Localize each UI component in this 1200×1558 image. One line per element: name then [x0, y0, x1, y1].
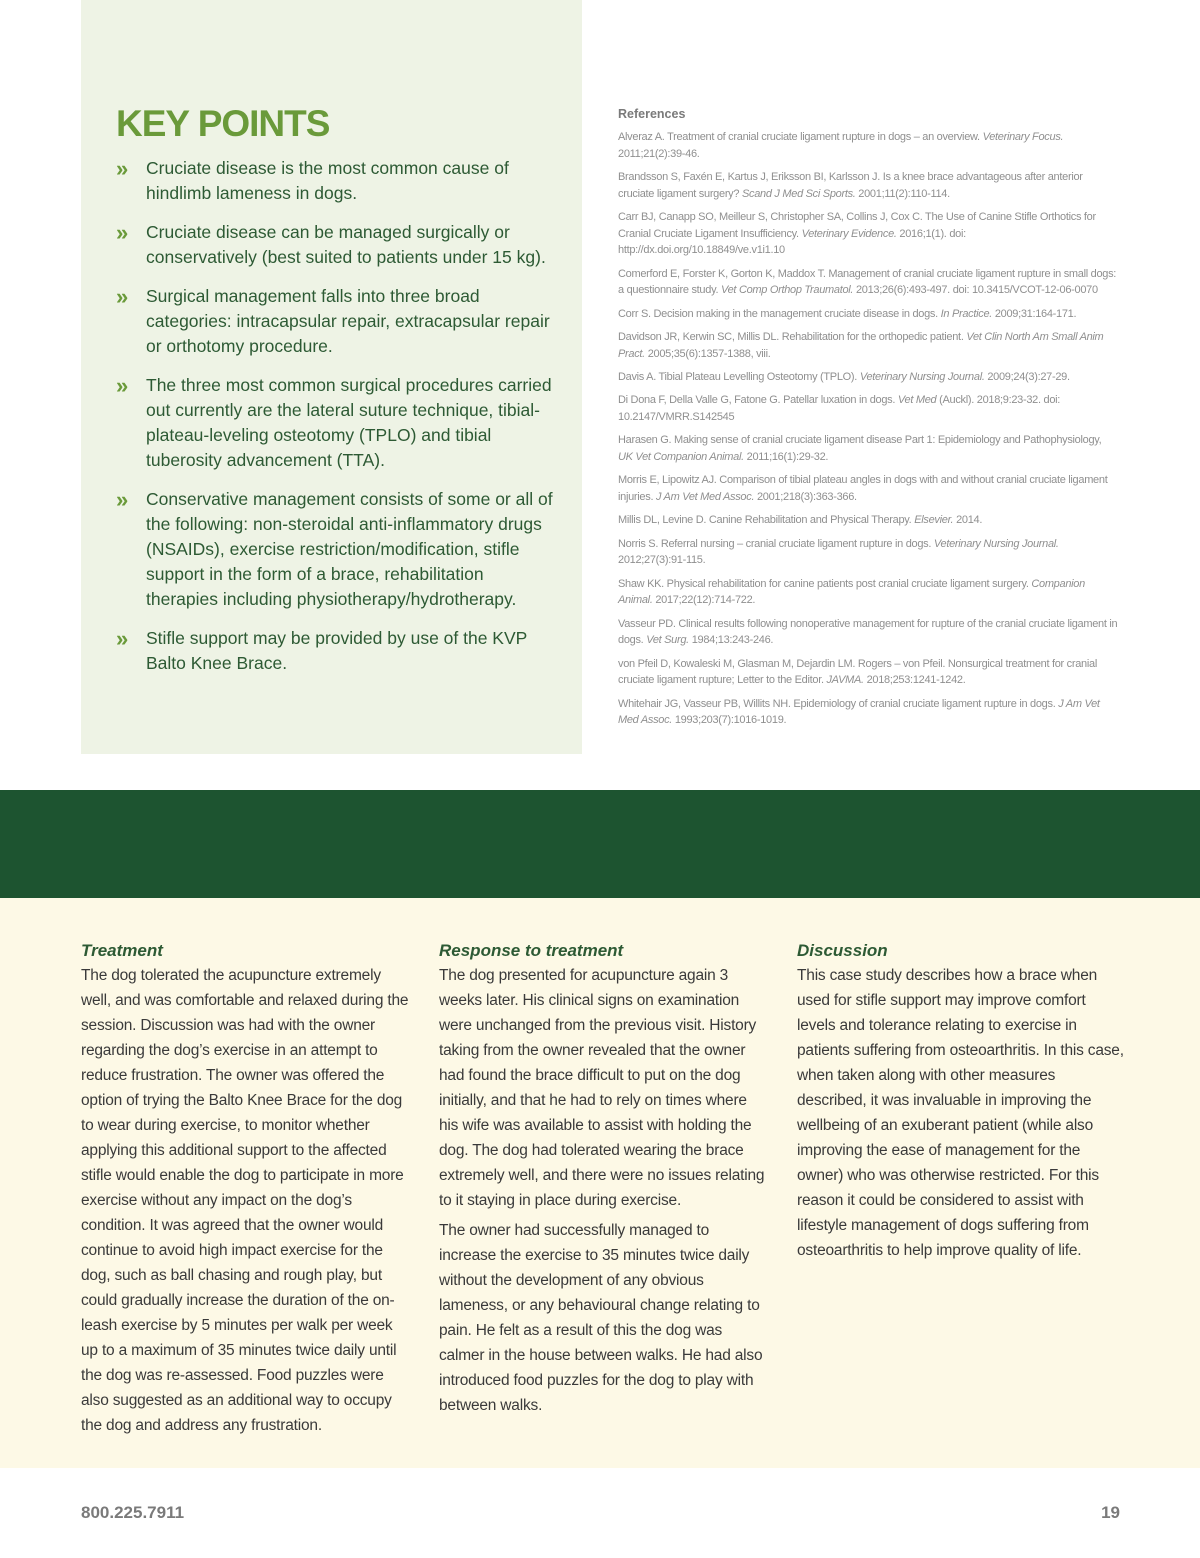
reference-text: Carr BJ, Canapp SO, Meilleur S, Christopher SA, Collins J, Cox C. The Use of Canine Stifle Orthotics for Cranial Cruciate Ligament Insufficiency. [618, 210, 1096, 240]
treatment-paragraph: The dog tolerated the acupuncture extremely well, and was comfortable and relaxed during the session. Discussion was had with the owner regarding the dog’s exercise in an attempt to reduce frustration. The owner was offered the option of trying the Balto Knee Brace for the dog to wear during exercise, to monitor whether applying this additional support to the affected stifle would enable the dog to participate in more exercise without any impact on the dog’s condition. It was agreed that the owner would continue to avoid high impact exercise for the dog, such as ball chasing and rough play, but could gradually increase the duration of the on-leash exercise by 5 minutes per walk per week up to a maximum of 35 minutes twice daily until the dog was re-assessed. Food puzzles were also suggested as an additional way to occupy the dog and address any frustration. [81, 967, 409, 1434]
reference-citation: 2001;11(2):110-114. [858, 187, 950, 200]
key-point-text: Surgical management falls into three broad categories: intracapsular repair, extracapsular repair or orthotomy procedure. [146, 286, 550, 356]
reference-text: Whitehair JG, Vasseur PB, Willits NH. Epidemiology of cranial cruciate ligament rupture in dogs. [618, 697, 1056, 710]
reference-journal: Vet Med [897, 394, 937, 407]
reference-item [618, 129, 1118, 162]
reference-journal: Veterinary Nursing Journal. [933, 537, 1059, 550]
chevron-right-icon: » [116, 220, 126, 245]
reference-text: Davis A. Tibial Plateau Levelling Osteotomy (TPLO). [618, 370, 858, 383]
reference-text: von Pfeil D, Kowaleski M, Glasman M, Dejardin LM. Rogers – von Pfeil. Nonsurgical treatment for cranial cruciate ligament rupture; Letter to the Editor. [618, 657, 1097, 687]
reference-item [618, 656, 1118, 689]
reference-item [618, 536, 1118, 569]
reference-text: Shaw KK. Physical rehabilitation for canine patients post cranial cruciate ligament surgery. [618, 577, 1029, 590]
reference-journal: UK Vet Companion Animal. [618, 450, 744, 463]
reference-item [618, 306, 1118, 323]
reference-journal: Vet Surg. [646, 634, 689, 647]
reference-text: Alveraz A. Treatment of cranial cruciate ligament rupture in dogs – an overview. [618, 131, 980, 143]
key-point-text: Cruciate disease can be managed surgically or conservatively (best suited to patients under 15 kg). [146, 222, 546, 267]
chevron-right-icon: » [116, 626, 126, 651]
reference-citation: 2018;253:1241-1242. [866, 674, 966, 687]
key-points-title: KEY POINTS [116, 103, 330, 144]
reference-item [618, 512, 1118, 529]
key-point-item [116, 373, 556, 473]
key-point-item [116, 284, 556, 359]
reference-citation: 2016;1(1). doi: http://dx.doi.org/10.18849/ve.v1i1.10 [618, 227, 966, 257]
reference-journal: In Practice. [940, 307, 993, 320]
reference-text: Di Dona F, Della Valle G, Fatone G. Patellar luxation in dogs. [618, 394, 896, 407]
reference-journal: J Am Vet Med Assoc. [655, 490, 755, 503]
treatment-heading: Treatment [81, 941, 163, 960]
discussion-paragraph: This case study describes how a brace when used for stifle support may improve comfort levels and tolerance relating to exercise in patients suffering from osteoarthritis. In this case, when taken along with other measures described, it was invaluable in improving the wellbeing of an exuberant patient (while also improving the ease of management for the owner) who was otherwise restricted. For this reason it could be considered to assist with lifestyle management of dogs suffering from osteoarthritis to help improve quality of life. [797, 967, 1124, 1259]
reference-journal: Veterinary Nursing Journal. [859, 370, 985, 383]
reference-item [618, 392, 1118, 425]
reference-citation: (Auckl). 2018;9:23-32. doi: 10.2147/VMRR.S142545 [618, 394, 1061, 423]
response-heading: Response to treatment [439, 941, 624, 960]
reference-journal: Elsevier. [914, 514, 954, 527]
reference-journal: Veterinary Focus. [982, 131, 1064, 143]
reference-item [618, 209, 1118, 259]
chevron-right-icon: » [116, 156, 126, 181]
reference-citation: 2009;31:164-171. [994, 307, 1077, 320]
reference-citation: 2001;218(3):363-366. [756, 490, 857, 503]
reference-journal: J Am Vet Med Assoc. [618, 697, 1100, 727]
references-heading: References [618, 107, 686, 121]
reference-citation: 1993;203(7):1016-1019. [674, 714, 787, 727]
reference-text: Vasseur PD. Clinical results following nonoperative management for rupture of the cranial cruciate ligament in dogs. [618, 617, 1118, 647]
reference-journal: Veterinary Evidence. [801, 227, 897, 240]
key-point-text: Stifle support may be provided by use of the KVP Balto Knee Brace. [146, 628, 528, 673]
reference-item [618, 266, 1118, 299]
key-point-item [116, 487, 556, 612]
response-column [439, 938, 769, 1418]
reference-item [618, 329, 1118, 362]
reference-journal: JAVMA. [826, 674, 864, 687]
reference-citation: 2017;22(12):714-722. [655, 594, 756, 607]
reference-journal: Vet Comp Orthop Traumatol. [720, 284, 854, 297]
reference-item [618, 369, 1118, 386]
key-point-item [116, 626, 556, 676]
reference-item [618, 576, 1118, 609]
discussion-column [797, 938, 1127, 1263]
reference-text: Harasen G. Making sense of cranial cruciate ligament disease Part 1: Epidemiology and Pathophysiology, [618, 434, 1102, 447]
chevron-right-icon: » [116, 284, 126, 309]
chevron-right-icon: » [116, 373, 126, 398]
response-paragraph: The owner had successfully managed to increase the exercise to 35 minutes twice daily without the development of any obvious lameness, or any behavioural change relating to pain. He felt as a result of this the dog was calmer in the house between walks. He had also introduced food puzzles for the dog to play with between walks. [439, 1222, 763, 1414]
discussion-heading: Discussion [797, 941, 888, 960]
reference-item [618, 169, 1118, 202]
references-list [618, 129, 1118, 729]
reference-journal: Scand J Med Sci Sports. [741, 187, 856, 200]
reference-citation: 2012;27(3):91-115. [618, 554, 706, 567]
key-point-text: The three most common surgical procedures carried out currently are the lateral suture technique, tibial-plateau-leveling osteotomy (TPLO) and tibial tuberosity advancement (TTA). [146, 375, 552, 470]
reference-citation: 2009;24(3):27-29. [987, 370, 1070, 383]
page-number: 19 [1101, 1503, 1120, 1522]
key-point-item [116, 220, 556, 270]
reference-journal: Companion Animal. [618, 577, 1085, 607]
reference-citation: 2005;35(6):1357-1388, viii. [647, 347, 771, 360]
key-points-list [116, 156, 556, 690]
reference-text: Norris S. Referral nursing – cranial cruciate ligament rupture in dogs. [618, 537, 932, 550]
reference-item [618, 472, 1118, 505]
reference-citation: 2011;16(1):29-32. [746, 450, 829, 463]
key-point-text: Conservative management consists of some or all of the following: non-steroidal anti-inflammatory drugs (NSAIDs), exercise restriction/modification, stifle support in the form of a brace, rehabilitation therapies including physiotherapy/hydrotherapy. [146, 489, 553, 609]
reference-text: Corr S. Decision making in the management cruciate disease in dogs. [618, 307, 938, 320]
reference-citation: 2013;26(6):493-497. doi: 10.3415/VCOT-12-06-0070 [855, 284, 1098, 297]
footer-phone-number: 800.225.7911 [81, 1503, 185, 1522]
reference-text: Davidson JR, Kerwin SC, Millis DL. Rehabilitation for the orthopedic patient. [618, 330, 964, 343]
reference-citation: 2011;21(2):39-46. [618, 147, 700, 160]
key-point-item [116, 156, 556, 206]
reference-citation: 2014. [956, 514, 983, 527]
key-point-text: Cruciate disease is the most common cause of hindlimb lameness in dogs. [146, 158, 509, 203]
reference-item [618, 432, 1118, 465]
treatment-column [81, 938, 411, 1438]
reference-text: Brandsson S, Faxén E, Kartus J, Eriksson BI, Karlsson J. Is a knee brace advantageous after anterior cruciate ligament surgery? [618, 170, 1083, 200]
section-divider-banner [0, 790, 1200, 898]
reference-item [618, 696, 1118, 729]
reference-citation: 1984;13:243-246. [691, 634, 774, 647]
response-paragraph: The dog presented for acupuncture again 3 weeks later. His clinical signs on examination were unchanged from the previous visit. History taking from the owner revealed that the owner had found the brace difficult to put on the dog initially, and that he had to rely on times where his wife was available to assist with holding the dog. The dog had tolerated wearing the brace extremely well, and there were no issues relating to it staying in place during exercise. [439, 967, 765, 1209]
reference-text: Morris E, Lipowitz AJ. Comparison of tibial plateau angles in dogs with and without cranial cruciate ligament injuries. [618, 474, 1108, 503]
references-section [618, 106, 1118, 736]
reference-item [618, 616, 1118, 649]
reference-text: Millis DL, Levine D. Canine Rehabilitation and Physical Therapy. [618, 514, 912, 527]
chevron-right-icon: » [116, 487, 126, 512]
reference-text: Comerford E, Forster K, Gorton K, Maddox T. Management of cranial cruciate ligament rupture in small dogs: a questionnaire study. [618, 267, 1117, 297]
reference-journal: Vet Clin North Am Small Anim Pract. [618, 330, 1104, 360]
